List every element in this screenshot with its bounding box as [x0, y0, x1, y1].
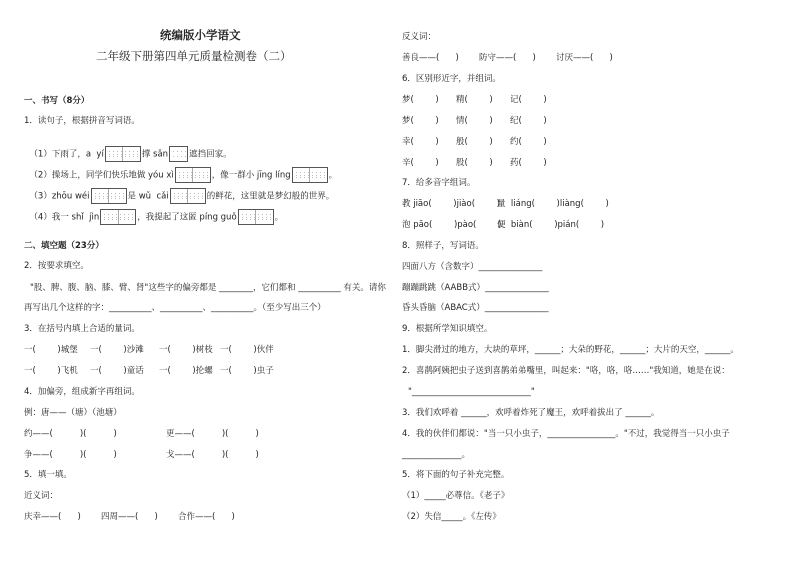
q3-row-2-d: 一( )虫子: [220, 366, 274, 376]
section-fill: 二、填空题（23分）: [24, 241, 104, 251]
q1-prompt: 1．读句子，根据拼音写词语。: [24, 116, 140, 126]
ant-2: 防守——( ): [479, 53, 536, 63]
q1c-part-3: 的鲜花，这里就是梦幻般的世界。: [206, 191, 335, 202]
q3-row-2-b: 一( )童话: [90, 366, 144, 376]
q4-row-2-a: 争——( )( ): [24, 450, 117, 460]
q6-4-3: 药( ): [510, 158, 547, 168]
q2-prompt: 2．按要求填空。: [24, 261, 89, 271]
q1b-part-2: ，像一群小 jīng líng: [211, 170, 291, 181]
q9-line-5: 4．我的伙伴们都说："当一只小虫子，________________。"不过，我觉得当一只小虫子: [402, 429, 730, 439]
q1c-part-2: 是 wǔ cǎi: [127, 191, 169, 202]
q6-2-1: 梦( ): [402, 116, 439, 126]
q1d-part-2: ，我提起了这匿 píng guǒ: [137, 212, 237, 223]
tianzige-box[interactable]: [100, 209, 136, 225]
q1c-part-1: （3）zhōu wéi: [29, 191, 90, 202]
q1a-part-2: 撑 sǎn: [141, 149, 169, 160]
q6-1-3: 记( ): [510, 95, 547, 105]
q1d-part-3: 。: [274, 212, 284, 223]
q3-prompt: 3．在括号内填上合适的量词。: [24, 324, 140, 334]
q3-row-1-b: 一( )沙滩: [90, 345, 144, 355]
q1a-part-3: 遮挡回家。: [189, 149, 232, 160]
q9-line-2: 2．喜鹊阿姨把虫子送到喜鹊弟弟嘴里，叫起来："咯，咯，咯……"我知道，她是在说：: [402, 366, 730, 376]
antonym-label: 反义词：: [402, 32, 437, 42]
q4-row-1-b: 更——( )( ): [166, 429, 259, 439]
q7-row-2-b: 便 biàn( )pián( ): [497, 220, 605, 230]
q8-row-2: 蹦蹦跳跳（AABB式）_______________: [402, 283, 549, 293]
q6-3-1: 幸( ): [402, 137, 439, 147]
q5-syn-3: 合作——( ): [178, 512, 235, 522]
q10-line-2: （2）失信_____。《左传》: [402, 512, 501, 522]
q6-3-3: 约( ): [510, 137, 547, 147]
q6-1-2: 精( ): [456, 95, 493, 105]
q7-row-1-a: 教 jiāo( )jiào( ): [402, 199, 500, 209]
q9-prompt: 9．根据所学知识填空。: [402, 324, 493, 334]
q6-3-2: 般( ): [456, 137, 493, 147]
tianzige-box[interactable]: [238, 209, 274, 225]
q2-line-2: 再写出几个这样的字：__________、__________、__________。（至少写出三个）: [24, 303, 326, 313]
q1b-part-1: （2）操场上，同学们快乐地做 yóu xì: [29, 170, 174, 181]
q7-prompt: 7．给多音字组词。: [402, 178, 476, 188]
page-subtitle: 二年级下册第四单元质量检测卷（二）: [96, 49, 292, 63]
q2-line-1: "股、脾、腹、脑、膝、臂、肾"这些字的偏旁都是 ________，它们都和 __________ 有关。请你: [30, 283, 386, 293]
q3-row-1-a: 一( )城堡: [24, 345, 78, 355]
q3-row-1-d: 一( )伙伴: [220, 345, 274, 355]
q1b-part-3: 。: [328, 170, 338, 181]
q1-line-4: [24, 197, 283, 225]
page-title: 统编版小学语文: [160, 28, 241, 42]
q7-row-2-a: 泡 pāo( )pào( ): [402, 220, 502, 230]
q5-synonym-label: 近义词：: [24, 491, 59, 501]
q4-example: 例：唐——（塘）（池塘）: [24, 408, 122, 418]
q8-row-3: 昏头昏脑（ABAC式）_______________: [402, 303, 549, 313]
ant-1: 善良——( ): [402, 53, 459, 63]
q6-2-3: 纪( ): [510, 116, 547, 126]
q8-row-1: 四面八方（含数字）_______________: [402, 262, 543, 272]
q10-prompt: 5．将下面的句子补充完整。: [402, 470, 510, 480]
q9-line-4: 3．我们欢呼着 ______，欢呼着炸死了魔王，欢呼着拔出了 ______。: [402, 408, 660, 418]
q3-row-2-c: 一( )抡螺: [159, 366, 213, 376]
q1d-part-1: （4）我一 shǐ jìn: [29, 212, 100, 223]
q6-prompt: 6．区别形近字，并组词。: [402, 74, 501, 84]
q3-row-1-c: 一( )树枝: [159, 345, 213, 355]
q3-row-2-a: 一( )飞机: [24, 366, 78, 376]
q5-syn-2: 四周——( ): [101, 512, 158, 522]
q9-line-1: 1．脚尖滑过的地方，大块的草坪，______；大朵的野花，______；大片的天空，______。: [402, 345, 739, 355]
ant-3: 讨厌——( ): [556, 53, 613, 63]
q6-4-2: 股( ): [456, 158, 493, 168]
q1a-part-1: （1）下雨了，a yí: [29, 149, 104, 160]
q8-prompt: 8．照样子，写词语。: [402, 241, 484, 251]
q7-row-1-b: 量 liáng( )liàng( ): [497, 199, 609, 209]
q4-row-1-a: 约——( )( ): [24, 429, 117, 439]
q10-line-1: （1）_____必尊信。《老子》: [402, 491, 510, 501]
q9-line-3: "____________________________": [408, 387, 535, 397]
q6-2-2: 情( ): [456, 116, 493, 126]
section-writing: 一、书写（8分）: [24, 96, 90, 106]
q6-4-1: 辛( ): [402, 158, 439, 168]
q4-prompt: 4．加偏旁，组成新字再组词。: [24, 387, 140, 397]
q5-prompt: 5．填一填。: [24, 470, 72, 480]
q4-row-2-b: 戈——( )( ): [166, 450, 259, 460]
q6-1-1: 梦( ): [402, 95, 439, 105]
q9-line-6: ______________。: [402, 450, 471, 460]
q5-syn-1: 庆幸——( ): [24, 512, 81, 522]
